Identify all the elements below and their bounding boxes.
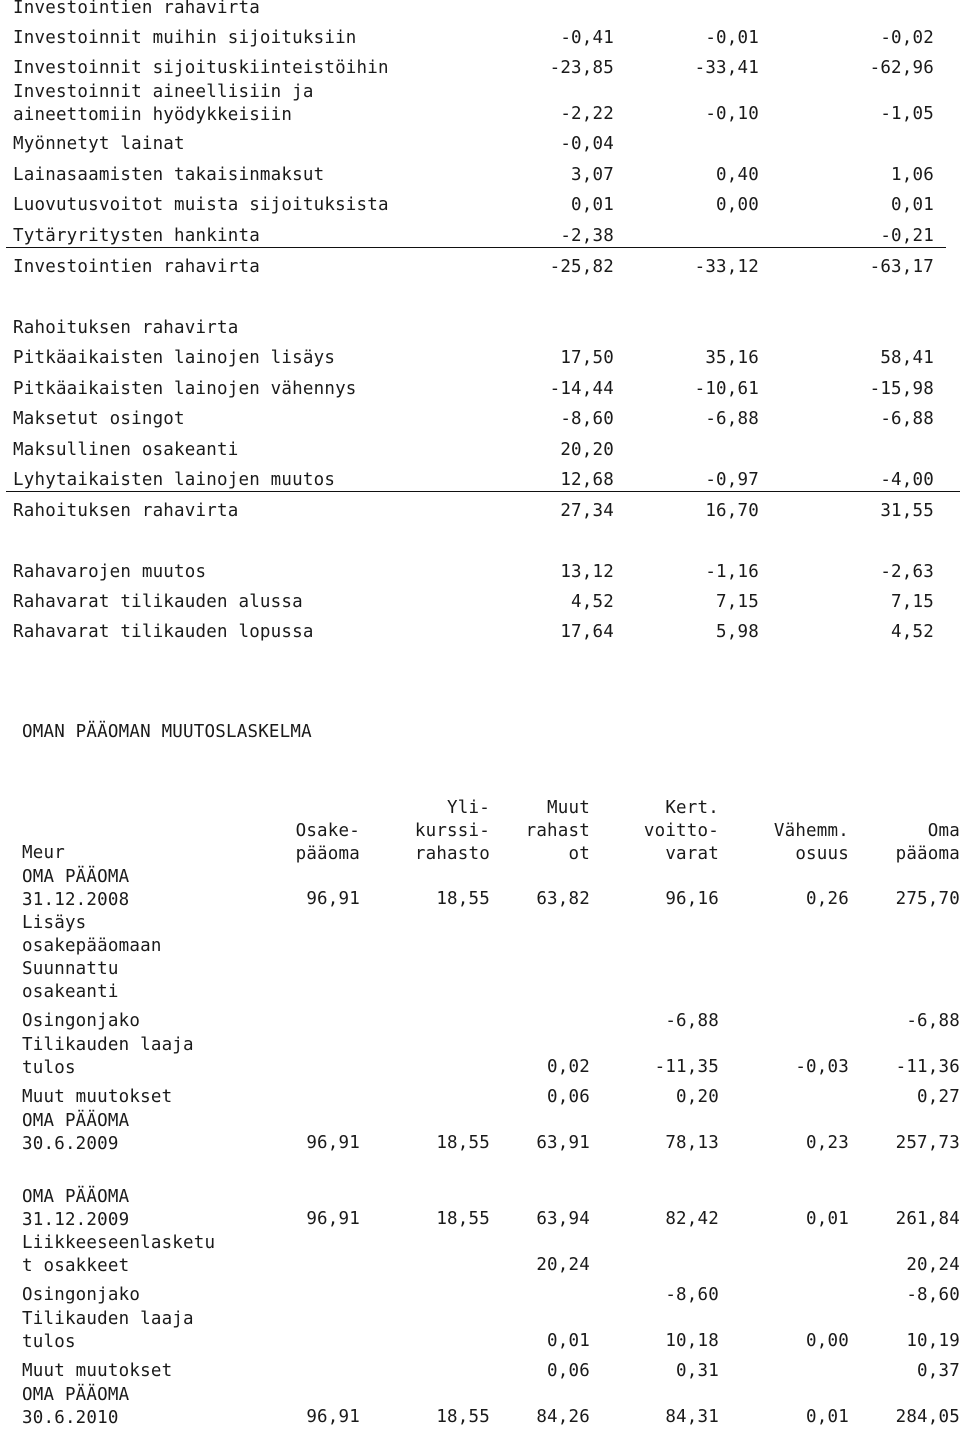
total-rule bbox=[6, 491, 960, 492]
equity-value: 84,31 bbox=[665, 1407, 719, 1427]
equity-value: 261,84 bbox=[895, 1209, 960, 1229]
equity-value: 63,94 bbox=[536, 1209, 590, 1229]
row-value: 17,64 bbox=[560, 622, 614, 642]
total-value: -33,12 bbox=[694, 257, 759, 277]
equity-value: -11,35 bbox=[654, 1057, 719, 1077]
row-value: -0,01 bbox=[705, 28, 759, 48]
row-value: 17,50 bbox=[560, 348, 614, 368]
row-label: Investoinnit aineellisiin ja aineettomiin hyödykkeisiin bbox=[13, 82, 314, 125]
row-value: -33,41 bbox=[694, 58, 759, 78]
equity-value: 0,27 bbox=[917, 1087, 960, 1107]
equity-row-label: Tilikauden laaja tulos bbox=[22, 1035, 194, 1078]
row-value: -0,41 bbox=[560, 28, 614, 48]
total-label: Investointien rahavirta bbox=[13, 257, 260, 277]
equity-value: 284,05 bbox=[895, 1407, 960, 1427]
equity-title: OMAN PÄÄOMAN MUUTOSLASKELMA bbox=[22, 722, 312, 742]
row-value: -4,00 bbox=[880, 470, 934, 490]
section-title-investing: Investointien rahavirta bbox=[13, 0, 260, 18]
equity-row-label: OMA PÄÄOMA 31.12.2008 bbox=[22, 867, 130, 910]
equity-value: 0,26 bbox=[806, 889, 849, 909]
row-value: -1,05 bbox=[880, 104, 934, 124]
equity-value: -11,36 bbox=[895, 1057, 960, 1077]
column-header: Osake- pääoma bbox=[295, 821, 360, 864]
row-value: 4,52 bbox=[571, 592, 614, 612]
equity-row-label: Osingonjako bbox=[22, 1011, 141, 1031]
equity-value: 18,55 bbox=[436, 889, 490, 909]
row-label: Maksetut osingot bbox=[13, 409, 185, 429]
row-value: 0,00 bbox=[716, 195, 759, 215]
row-label: Rahavarat tilikauden alussa bbox=[13, 592, 303, 612]
row-value: -6,88 bbox=[705, 409, 759, 429]
row-value: -10,61 bbox=[694, 379, 759, 399]
equity-value: 0,02 bbox=[547, 1057, 590, 1077]
equity-value: 20,24 bbox=[906, 1255, 960, 1275]
row-value: -8,60 bbox=[560, 409, 614, 429]
equity-value: 96,16 bbox=[665, 889, 719, 909]
total-value: 16,70 bbox=[705, 501, 759, 521]
equity-row-label: Tilikauden laaja tulos bbox=[22, 1309, 194, 1352]
row-value: 5,98 bbox=[716, 622, 759, 642]
equity-value: -6,88 bbox=[665, 1011, 719, 1031]
equity-value: 275,70 bbox=[895, 889, 960, 909]
row-value: -23,85 bbox=[549, 58, 614, 78]
row-label: Luovutusvoitot muista sijoituksista bbox=[13, 195, 389, 215]
row-value: 0,01 bbox=[571, 195, 614, 215]
column-header: Kert. voitto- varat bbox=[643, 798, 719, 864]
equity-value: 18,55 bbox=[436, 1407, 490, 1427]
equity-value: 96,91 bbox=[306, 1133, 360, 1153]
equity-value: 10,19 bbox=[906, 1331, 960, 1351]
row-value: 12,68 bbox=[560, 470, 614, 490]
equity-row-label: OMA PÄÄOMA 30.6.2009 bbox=[22, 1111, 130, 1154]
equity-value: 0,06 bbox=[547, 1361, 590, 1381]
row-value: -14,44 bbox=[549, 379, 614, 399]
equity-row-label: OMA PÄÄOMA 31.12.2009 bbox=[22, 1187, 130, 1230]
total-rule bbox=[6, 247, 946, 248]
equity-value: 257,73 bbox=[895, 1133, 960, 1153]
row-label: Lyhytaikaisten lainojen muutos bbox=[13, 470, 336, 490]
total-value: -25,82 bbox=[549, 257, 614, 277]
equity-value: 0,00 bbox=[806, 1331, 849, 1351]
equity-value: 18,55 bbox=[436, 1133, 490, 1153]
row-value: 13,12 bbox=[560, 562, 614, 582]
row-value: -0,02 bbox=[880, 28, 934, 48]
section-title-financing: Rahoituksen rahavirta bbox=[13, 318, 239, 338]
row-value: 20,20 bbox=[560, 440, 614, 460]
row-value: -1,16 bbox=[705, 562, 759, 582]
row-value: 7,15 bbox=[891, 592, 934, 612]
row-value: 0,01 bbox=[891, 195, 934, 215]
row-label: Investoinnit sijoituskiinteistöihin bbox=[13, 58, 389, 78]
equity-value: 96,91 bbox=[306, 889, 360, 909]
row-label: Lainasaamisten takaisinmaksut bbox=[13, 165, 325, 185]
row-label: Rahavarat tilikauden lopussa bbox=[13, 622, 314, 642]
row-label: Pitkäaikaisten lainojen vähennys bbox=[13, 379, 357, 399]
row-label: Maksullinen osakeanti bbox=[13, 440, 239, 460]
equity-row-label: Liikkeeseenlasketu t osakkeet bbox=[22, 1233, 216, 1276]
row-value: 7,15 bbox=[716, 592, 759, 612]
row-value: -0,21 bbox=[880, 226, 934, 246]
row-value: -2,38 bbox=[560, 226, 614, 246]
equity-value: 0,01 bbox=[806, 1407, 849, 1427]
equity-value: 96,91 bbox=[306, 1209, 360, 1229]
equity-value: 0,01 bbox=[806, 1209, 849, 1229]
row-label: Rahavarojen muutos bbox=[13, 562, 207, 582]
row-label: Pitkäaikaisten lainojen lisäys bbox=[13, 348, 336, 368]
row-header-meur: Meur bbox=[22, 843, 65, 863]
equity-value: 18,55 bbox=[436, 1209, 490, 1229]
row-value: 1,06 bbox=[891, 165, 934, 185]
equity-value: 0,06 bbox=[547, 1087, 590, 1107]
equity-value: 10,18 bbox=[665, 1331, 719, 1351]
row-value: -0,97 bbox=[705, 470, 759, 490]
row-label: Investoinnit muihin sijoituksiin bbox=[13, 28, 357, 48]
equity-row-label: OMA PÄÄOMA 30.6.2010 bbox=[22, 1385, 130, 1428]
equity-row-label: Muut muutokset bbox=[22, 1087, 173, 1107]
equity-value: 78,13 bbox=[665, 1133, 719, 1153]
row-value: -62,96 bbox=[869, 58, 934, 78]
column-header: Muut rahast ot bbox=[525, 798, 590, 864]
equity-value: 84,26 bbox=[536, 1407, 590, 1427]
row-value: -6,88 bbox=[880, 409, 934, 429]
row-value: -0,10 bbox=[705, 104, 759, 124]
equity-value: 82,42 bbox=[665, 1209, 719, 1229]
column-header: Oma pääoma bbox=[895, 821, 960, 864]
row-label: Myönnetyt lainat bbox=[13, 134, 185, 154]
row-value: -15,98 bbox=[869, 379, 934, 399]
column-header: Yli- kurssi- rahasto bbox=[414, 798, 490, 864]
equity-value: 0,37 bbox=[917, 1361, 960, 1381]
equity-value: 0,23 bbox=[806, 1133, 849, 1153]
row-value: -2,22 bbox=[560, 104, 614, 124]
equity-row-label: Muut muutokset bbox=[22, 1361, 173, 1381]
equity-value: -8,60 bbox=[906, 1285, 960, 1305]
row-value: 58,41 bbox=[880, 348, 934, 368]
equity-value: -0,03 bbox=[795, 1057, 849, 1077]
equity-value: 63,82 bbox=[536, 889, 590, 909]
row-value: -2,63 bbox=[880, 562, 934, 582]
equity-row-label: Osingonjako bbox=[22, 1285, 141, 1305]
row-value: -0,04 bbox=[560, 134, 614, 154]
row-value: 0,40 bbox=[716, 165, 759, 185]
total-value: -63,17 bbox=[869, 257, 934, 277]
equity-value: -8,60 bbox=[665, 1285, 719, 1305]
total-value: 31,55 bbox=[880, 501, 934, 521]
row-value: 4,52 bbox=[891, 622, 934, 642]
equity-value: 0,31 bbox=[676, 1361, 719, 1381]
equity-value: 20,24 bbox=[536, 1255, 590, 1275]
equity-value: 0,20 bbox=[676, 1087, 719, 1107]
equity-value: 0,01 bbox=[547, 1331, 590, 1351]
equity-value: 63,91 bbox=[536, 1133, 590, 1153]
row-value: 3,07 bbox=[571, 165, 614, 185]
row-label: Tytäryritysten hankinta bbox=[13, 226, 260, 246]
equity-value: -6,88 bbox=[906, 1011, 960, 1031]
row-value: 35,16 bbox=[705, 348, 759, 368]
total-value: 27,34 bbox=[560, 501, 614, 521]
column-header: Vähemm. osuus bbox=[773, 821, 849, 864]
equity-value: 96,91 bbox=[306, 1407, 360, 1427]
equity-row-label: Lisäys osakepääomaan Suunnattu osakeanti bbox=[22, 913, 162, 1002]
total-label: Rahoituksen rahavirta bbox=[13, 501, 239, 521]
